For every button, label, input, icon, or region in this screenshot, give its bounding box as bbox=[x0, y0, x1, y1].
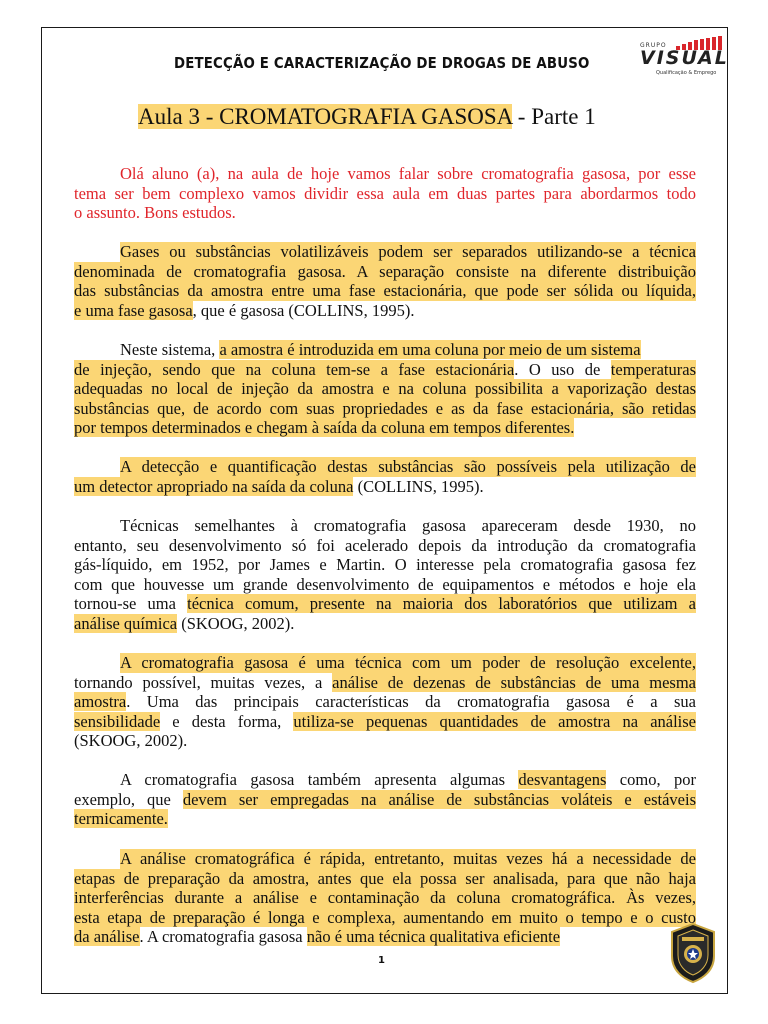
paragraph-text: . O uso de bbox=[514, 359, 611, 379]
logo-brand-text: VISUAL bbox=[640, 47, 729, 69]
highlighted-text: termicamente. bbox=[74, 809, 168, 828]
highlighted-text: A detecção e quantificação destas substâncias são possíveis pela utilização de bbox=[120, 457, 696, 476]
highlighted-text: um detector apropriado na saída da coluna bbox=[74, 476, 354, 496]
page-number: 1 bbox=[378, 955, 385, 966]
lesson-title-highlighted: Aula 3 - CROMATOGRAFIA GASOSA bbox=[138, 104, 513, 129]
highlighted-text: das substâncias da amostra entre uma fase estacionária, que pode ser sólida ou líquida, bbox=[74, 281, 696, 300]
highlighted-text: denominada de cromatografia gasosa. A separação consiste na diferente distribuição bbox=[74, 261, 696, 281]
paragraph-text: e desta forma, bbox=[160, 711, 294, 731]
intro-line: tema ser bem complexo vamos dividir essa aula em duas partes para abordarmos todo bbox=[74, 183, 696, 203]
intro-line: o assunto. Bons estudos. bbox=[74, 203, 236, 222]
paragraph-text: (SKOOG, 2002). bbox=[74, 731, 188, 750]
paragraph-text: , que é gasosa (COLLINS, 1995). bbox=[192, 300, 415, 320]
paragraph-text: tornando possível, muitas vezes, a bbox=[74, 672, 333, 692]
highlighted-text: a amostra é introduzida em uma coluna por meio de um sistema bbox=[219, 340, 641, 359]
highlighted-text: de injeção, sendo que na coluna tem-se a fase estacionária bbox=[74, 359, 515, 379]
paragraph-text: . A cromatografia gasosa bbox=[139, 927, 307, 946]
highlighted-text: etapas de preparação da amostra, antes que ela possa ser analisada, para que não haja bbox=[74, 868, 696, 888]
highlighted-text: interferências durante a análise e contaminação da coluna cromatográfica. Às vezes, bbox=[74, 888, 696, 907]
highlighted-text: devem ser empregadas na análise de substâncias voláteis e estáveis bbox=[182, 789, 697, 809]
paragraph-text: (SKOOG, 2002). bbox=[177, 613, 295, 633]
highlighted-text: utiliza-se pequenas quantidades de amostra na análise bbox=[293, 711, 697, 731]
highlighted-text: desvantagens bbox=[518, 770, 607, 789]
highlighted-text: e uma fase gasosa bbox=[74, 300, 193, 320]
logo-grupo-text: GRUPO bbox=[640, 42, 667, 49]
highlighted-text: da análise bbox=[74, 927, 140, 946]
paragraph-resolucao bbox=[74, 653, 696, 751]
highlighted-text: amostra bbox=[74, 692, 127, 711]
intro-paragraph bbox=[74, 164, 696, 223]
lesson-title-part: - Parte 1 bbox=[512, 104, 596, 129]
highlighted-text: A cromatografia gasosa é uma técnica com um poder de resolução excelente, bbox=[120, 653, 696, 672]
lesson-title bbox=[138, 104, 596, 130]
intro-line: Olá aluno (a), na aula de hoje vamos falar sobre cromatografia gasosa, por esse bbox=[120, 164, 696, 183]
paragraph-text: . Uma das principais características da cromatografia gasosa é a sua bbox=[126, 692, 696, 711]
highlighted-text: técnica comum, presente na maioria dos laboratórios que utilizam a bbox=[187, 594, 696, 613]
highlighted-text: esta etapa de preparação é longa e complexa, aumentando em muito o tempo e o custo bbox=[74, 907, 696, 927]
highlighted-text: adequadas no local de injeção da amostra e na coluna possibilita a vaporização destas bbox=[74, 379, 696, 398]
highlighted-text: análise de dezenas de substâncias de uma mesma bbox=[332, 672, 697, 692]
paragraph-analise bbox=[74, 849, 696, 947]
paragraph-text: exemplo, que bbox=[74, 789, 183, 809]
paragraph-text: (COLLINS, 1995). bbox=[353, 476, 484, 496]
paragraph-text: tornou-se uma bbox=[74, 594, 188, 613]
highlighted-text: substâncias que, de acordo com suas propriedades e as da fase estacionária, são retidas bbox=[74, 398, 696, 418]
highlighted-text: temperaturas bbox=[610, 359, 696, 379]
police-badge-icon bbox=[668, 922, 718, 984]
paragraph-text: Técnicas semelhantes à cromatografia gasosa apareceram desde 1930, no bbox=[120, 516, 696, 535]
paragraph-tecnicas bbox=[74, 516, 696, 633]
grupo-visual-logo bbox=[638, 36, 729, 78]
paragraph-text: gás-líquido, em 1952, por James e Martin. O interesse pela cromatografia gasosa fez bbox=[74, 555, 696, 574]
paragraph-text: entanto, seu desenvolvimento só foi acelerado depois da introdução da cromatografia bbox=[74, 535, 696, 555]
highlighted-text: sensibilidade bbox=[74, 711, 161, 731]
highlighted-text: por tempos determinados e chegam à saída da coluna em tempos diferentes. bbox=[74, 418, 575, 437]
highlighted-text: análise química bbox=[74, 613, 178, 633]
highlighted-text: Gases ou substâncias volatilizáveis podem ser separados utilizando-se a técnica bbox=[120, 242, 696, 261]
highlighted-text: não é uma técnica qualitativa eficiente bbox=[306, 927, 561, 946]
highlighted-text: A análise cromatográfica é rápida, entretanto, muitas vezes há a necessidade de bbox=[120, 849, 696, 868]
paragraph-desvantagens bbox=[74, 770, 696, 829]
paragraph-text: como, por bbox=[606, 770, 696, 789]
paragraph-text: A cromatografia gasosa também apresenta algumas bbox=[120, 770, 519, 789]
paragraph-gases bbox=[74, 242, 696, 320]
document-header-title: DETECÇÃO E CARACTERIZAÇÃO DE DROGAS DE ABUSO bbox=[174, 54, 590, 72]
logo-subtitle: Qualificação & Emprego bbox=[656, 70, 717, 76]
paragraph-text: com que houvesse um grande desenvolvimento de equipamentos e métodos e hoje ela bbox=[74, 574, 696, 594]
paragraph-sistema bbox=[74, 340, 696, 438]
paragraph-text: Neste sistema, bbox=[120, 340, 220, 359]
paragraph-deteccao bbox=[74, 457, 696, 496]
